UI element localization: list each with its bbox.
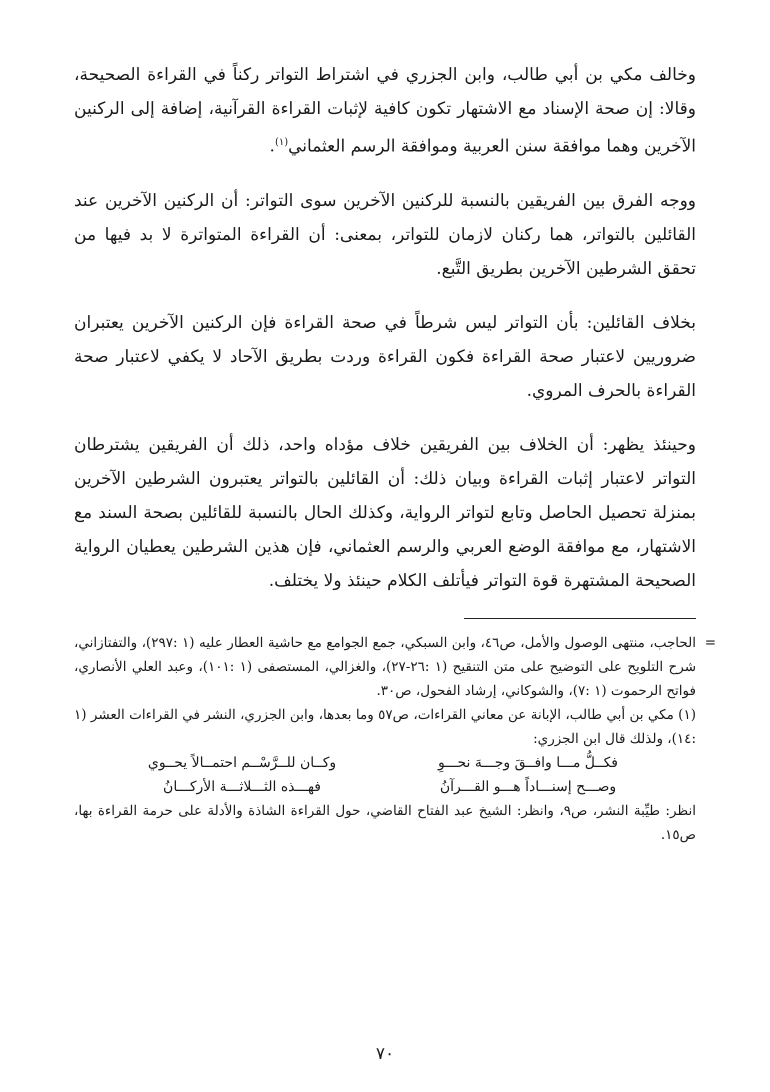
paragraph-1-end: . (269, 136, 275, 157)
page-number: ٧٠ (375, 1044, 395, 1064)
paragraph-1 (74, 58, 696, 164)
paragraph-3: بخلاف القائلين: بأن التواتر ليس شرطاً في صحة القراءة فإن الركنين الآخرين يعتبران ضروريين لاعتبار صحة القراءة فكون القراءة وردت بطريق الآحاد لا يكفي لاعتبار صحة القراءة بالحرف المروي. (74, 312, 696, 401)
verse-1-first-hemistich: فكــلُّ مـــا وافــقَ وجـــهَ نحـــوِ (437, 754, 619, 771)
footnote-continuation-text: الحاجب، منتهى الوصول والأمل، ص٤٦، وابن السبكي، جمع الجوامع مع حاشية العطار عليه (١ :٢٩٧)، والتفتازاني، شرح التلويح على التوضيح على متن التنقيح (١ :٢٦-٢٧)، والغزالي، المستصفى (١ :١٠١)، وعبد العلي الأنصاري، فواتح الرحموت (١ :٧)، والشوكاني، إرشاد الفحول، ص٣٠. (74, 634, 696, 699)
paragraph-4: وحينئذ يظهر: أن الخلاف بين الفريقين خلاف مؤداه واحد، ذلك أن الفريقين يشترطان التواتر لاعتبار إثبات القراءة وبيان ذلك: أن القائلين بالتواتر يعتبرون الشرطين الآخرين بمنزلة تحصيل الحاصل وتابع لتواتر الرواية، وكذلك الحال بالنسبة للقائلين بصحة السند مع الاشتهار، مع موافقة الوضع العربي والرسم العثماني، فإن هذين الشرطين يعطيان الرواية الصحيحة المشتهرة قوة التواتر فيأتلف الكلام حينئذ ولا يختلف. (74, 434, 696, 591)
verse-1-second-hemistich: وكــان للــرَّسْــم احتمــالاً يحــوي (147, 754, 337, 771)
verse-2-first-hemistich: وصـــح إسنـــاداً هـــو القـــرآنُ (439, 778, 617, 795)
footnote-ref-1[interactable]: (١) (274, 137, 289, 148)
footnote-continuation (74, 631, 716, 703)
footnote-divider (464, 618, 696, 619)
footnote-1-sources: انظر: طيِّبة النشر، ص٩، وانظر: الشيخ عبد الفتاح القاضي، حول القراءة الشاذة والأدلة على حرمة القراءة بها، ص١٥. (74, 802, 696, 843)
continuation-mark: = (704, 634, 716, 651)
paragraph-2: ووجه الفرق بين الفريقين بالنسبة للركنين الآخرين سوى التواتر: أن الركنين الآخرين عند القائلين بالتواتر، هما ركنان لازمان للتواتر، بمعنى: أن القراءة المتواترة لا بد فيها من تحقق الشرطين الآخرين بطريق التَّبع. (74, 190, 696, 279)
paragraph-1-text: وخالف مكي بن أبي طالب، وابن الجزري في اشتراط التواتر ركناً في القراءة الصحيحة، وقالا: إن صحة الإسناد مع الاشتهار تكون كافية لإثبات القراءة القرآنية، إضافة إلى الركنين الآخرين وهما موافقة سنن العربية وموافقة الرسم العثماني (74, 65, 696, 157)
footnote-1: (١) مكي بن أبي طالب، الإبانة عن معاني القراءات، ص٥٧ وما بعدها، وابن الجزري، النشر في القراءات العشر (١ :١٤)، ولذلك قال ابن الجزري: (74, 706, 696, 747)
poem-verses (74, 751, 696, 799)
verse-2-second-hemistich: فهـــذه الثـــلاثـــة الأركـــانُ (163, 778, 321, 795)
